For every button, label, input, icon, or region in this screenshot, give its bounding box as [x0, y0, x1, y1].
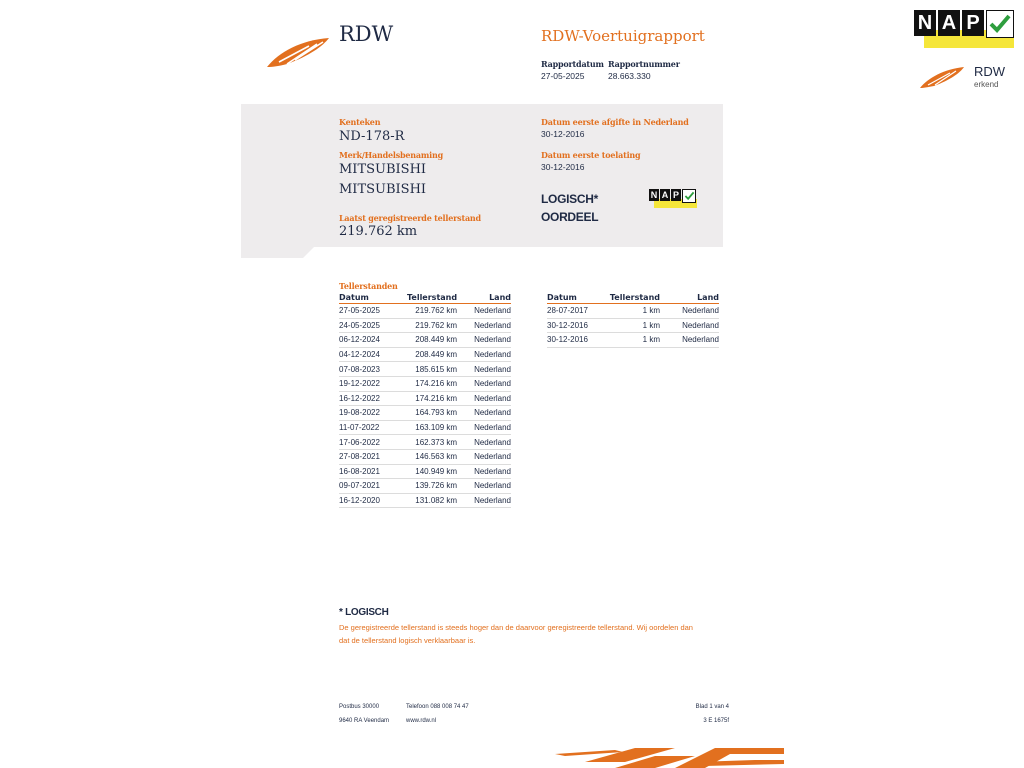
cell-reading: 162.373 km: [407, 435, 457, 450]
footer-page: Blad 1 van 4: [695, 704, 729, 710]
cell-date: 28-07-2017: [547, 304, 605, 319]
cell-reading: 174.216 km: [407, 376, 457, 391]
cell-date: 16-12-2022: [339, 391, 407, 406]
report-number-label: Rapportnummer: [608, 59, 680, 69]
cell-country: Nederland: [457, 464, 511, 479]
table-row: [339, 435, 511, 450]
brand-title: RDW: [339, 22, 394, 46]
cell-country: Nederland: [660, 333, 719, 348]
make-value: MITSUBISHI: [339, 162, 427, 177]
footnote-text-2: dat de tellerstand logisch verklaarbaar is.: [339, 636, 476, 645]
cell-reading: 140.949 km: [407, 464, 457, 479]
cell-reading: 174.216 km: [407, 391, 457, 406]
readings-title: Tellerstanden: [339, 281, 398, 291]
cell-reading: 131.082 km: [407, 493, 457, 508]
cell-reading: 1 km: [605, 333, 660, 348]
decorative-stripes: [555, 746, 784, 768]
cell-reading: 219.762 km: [407, 318, 457, 333]
cell-reading: 208.449 km: [407, 347, 457, 362]
cell-date: 06-12-2024: [339, 333, 407, 348]
cell-reading: 1 km: [605, 304, 660, 319]
col-reading: Tellerstand: [407, 292, 458, 302]
table-row: [547, 304, 719, 319]
plate-label: Kenteken: [339, 117, 381, 127]
nap-letter-a-small: A: [661, 190, 669, 200]
col-date: Datum: [339, 292, 407, 304]
table-row: [339, 304, 511, 319]
checkmark-icon: [682, 189, 696, 203]
cell-date: 16-08-2021: [339, 464, 407, 479]
cell-country: Nederland: [457, 347, 511, 362]
first-nl-label: Datum eerste afgifte in Nederland: [541, 117, 689, 127]
cell-country: Nederland: [457, 493, 511, 508]
table-row: [339, 391, 511, 406]
col-country: Land: [660, 292, 719, 304]
checkmark-icon: [986, 10, 1014, 38]
rdw-feather-icon: [265, 34, 331, 70]
footnote-text-1: De geregistreerde tellerstand is steeds hoger dan de daarvoor geregistreerde tellerstand. Wij oordelen dan: [339, 623, 693, 632]
cell-date: 07-08-2023: [339, 362, 407, 377]
col-country: Land: [457, 292, 511, 304]
nap-badge-small: [649, 189, 697, 208]
cell-country: Nederland: [457, 376, 511, 391]
cell-date: 09-07-2021: [339, 479, 407, 494]
readings-table-left: [339, 292, 511, 508]
nap-letter-p-small: P: [672, 190, 679, 200]
cell-country: Nederland: [457, 420, 511, 435]
rdw-logo: [265, 34, 331, 70]
plate-value: ND-178-R: [339, 129, 405, 144]
table-row: [339, 376, 511, 391]
table-row: [339, 362, 511, 377]
table-row: [339, 406, 511, 421]
erkend-brand: RDW: [974, 64, 1006, 79]
cell-country: Nederland: [457, 391, 511, 406]
nap-letter-a: A: [938, 10, 960, 36]
table-row: [339, 464, 511, 479]
cell-date: 27-08-2021: [339, 449, 407, 464]
cell-date: 16-12-2020: [339, 493, 407, 508]
first-admission-value: 30-12-2016: [541, 162, 585, 172]
readings-table-right: [547, 292, 719, 348]
cell-country: Nederland: [457, 406, 511, 421]
cell-country: Nederland: [457, 304, 511, 319]
cell-date: 19-12-2022: [339, 376, 407, 391]
cell-country: Nederland: [660, 318, 719, 333]
footer-code: 3 E 1675f: [703, 718, 729, 724]
table-row: [339, 479, 511, 494]
nap-letter-n: N: [914, 10, 936, 36]
table-row: [547, 318, 719, 333]
table-row: [339, 347, 511, 362]
cell-country: Nederland: [660, 304, 719, 319]
cell-date: 04-12-2024: [339, 347, 407, 362]
panel-corner: [241, 247, 314, 258]
report-number: 28.663.330: [608, 71, 651, 81]
nap-logo: [914, 10, 1014, 48]
col-date: Datum: [547, 292, 605, 304]
footnote-title: * LOGISCH: [339, 607, 389, 618]
cell-reading: 164.793 km: [407, 406, 457, 421]
cell-reading: 219.762 km: [407, 304, 457, 319]
odometer-label: Laatst geregistreerde tellerstand: [339, 213, 481, 223]
cell-country: Nederland: [457, 333, 511, 348]
brand-label: Merk/Handelsbenaming: [339, 150, 444, 160]
cell-country: Nederland: [457, 449, 511, 464]
report-date-label: Rapportdatum: [541, 59, 604, 69]
odometer-value: 219.762 km: [339, 224, 418, 239]
footer-city: 9640 RA Veendam: [339, 718, 390, 724]
cell-reading: 163.109 km: [407, 420, 457, 435]
cell-date: 30-12-2016: [547, 318, 605, 333]
first-admission-label: Datum eerste toelating: [541, 150, 641, 160]
cell-date: 11-07-2022: [339, 420, 407, 435]
cell-date: 27-05-2025: [339, 304, 407, 319]
rdw-feather-icon: [918, 64, 966, 90]
table-row: [339, 318, 511, 333]
table-row: [339, 493, 511, 508]
cell-date: 24-05-2025: [339, 318, 407, 333]
footer-phone: Telefoon 088 008 74 47: [406, 704, 469, 710]
cell-date: 19-08-2022: [339, 406, 407, 421]
cell-reading: 1 km: [605, 318, 660, 333]
col-reading: Tellerstand: [605, 292, 660, 304]
cell-reading: 208.449 km: [407, 333, 457, 348]
table-row: [339, 333, 511, 348]
rdw-erkend-logo: [918, 62, 1014, 92]
table-row: [339, 420, 511, 435]
cell-reading: 146.563 km: [407, 449, 457, 464]
footer-web-link[interactable]: www.rdw.nl: [406, 718, 437, 724]
cell-reading: 185.615 km: [407, 362, 457, 377]
cell-date: 30-12-2016: [547, 333, 605, 348]
cell-date: 17-06-2022: [339, 435, 407, 450]
report-title: RDW-Voertuigrapport: [541, 27, 705, 45]
table-row: [547, 333, 719, 348]
model-value: MITSUBISHI: [339, 182, 427, 197]
table-row: [339, 449, 511, 464]
report-date: 27-05-2025: [541, 71, 585, 81]
nap-letter-n-small: N: [650, 190, 658, 200]
nap-letter-p: P: [962, 10, 984, 36]
footer-postbus: Postbus 30000: [339, 704, 380, 710]
cell-reading: 139.726 km: [407, 479, 457, 494]
cell-country: Nederland: [457, 362, 511, 377]
cell-country: Nederland: [457, 479, 511, 494]
erkend-subtitle: erkend: [974, 80, 999, 89]
verdict-line2: OORDEEL: [541, 210, 599, 224]
verdict-line1: LOGISCH*: [541, 192, 598, 206]
cell-country: Nederland: [457, 318, 511, 333]
first-nl-value: 30-12-2016: [541, 129, 585, 139]
cell-country: Nederland: [457, 435, 511, 450]
